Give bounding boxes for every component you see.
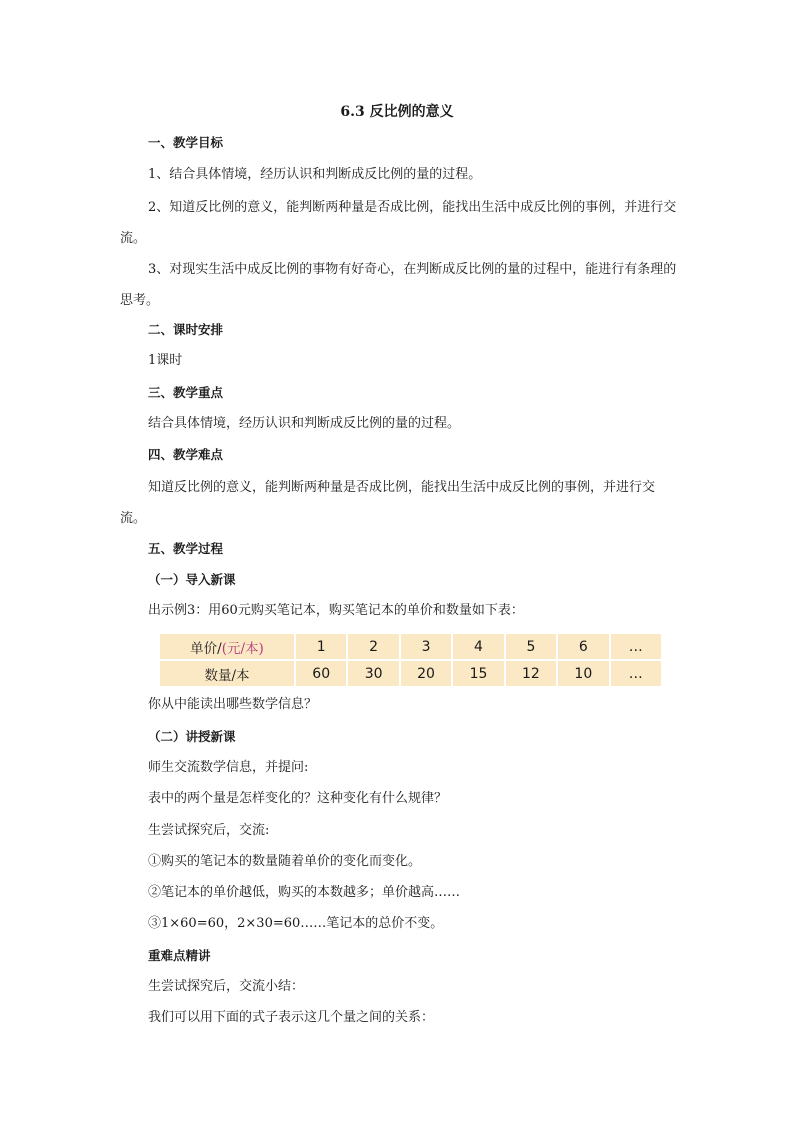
paragraph: 师生交流数学信息，并提问: <box>148 760 309 775</box>
table-cell: 10 <box>557 660 609 687</box>
section-heading-schedule: 二、课时安排 <box>148 322 224 337</box>
paragraph: ②笔记本的单价越低，购买的本数越多；单价越高…… <box>148 885 461 900</box>
table-cell: 6 <box>557 633 609 660</box>
subheading-key-explanation: 重难点精讲 <box>148 948 211 963</box>
table-cell: 2 <box>347 633 399 660</box>
paragraph: 我们可以用下面的式子表示这几个量之间的关系： <box>148 1010 435 1025</box>
table-row <box>159 633 662 660</box>
table-header-cell <box>159 633 295 660</box>
table-cell: 1 <box>295 633 347 660</box>
section-heading-key-points: 三、教学重点 <box>148 385 224 400</box>
page-title: 6.3 反比例的意义 <box>340 104 454 120</box>
objective-2: 2、知道反比例的意义，能判断两种量是否成比例，能找出生活中成反比例的事例，并进行交流。 <box>120 200 677 246</box>
objective-3: 3、对现实生活中成反比例的事物有好奇心，在判断成反比例的量的过程中，能进行有条理的思考。 <box>120 262 677 308</box>
table-cell: 30 <box>347 660 399 687</box>
question-text: 你从中能读出哪些数学信息？ <box>148 697 318 712</box>
table-cell: … <box>610 660 662 687</box>
price-unit: (元/本) <box>221 640 264 657</box>
paragraph: ③1×60=60，2×30=60……笔记本的总价不变。 <box>148 916 444 931</box>
section-heading-difficulties: 四、教学难点 <box>148 447 224 462</box>
table-cell: 3 <box>400 633 452 660</box>
subheading-new-lesson: （二）讲授新课 <box>148 729 236 744</box>
table-header-cell: 数量/本 <box>159 660 295 687</box>
table-cell: 20 <box>400 660 452 687</box>
price-label: 单价/ <box>190 640 222 657</box>
table-cell: 60 <box>295 660 347 687</box>
table-row <box>159 660 662 687</box>
subheading-intro: （一）导入新课 <box>148 572 236 587</box>
paragraph: 生尝试探究后，交流: <box>148 823 270 838</box>
table-cell: 5 <box>505 633 557 660</box>
section-heading-process: 五、教学过程 <box>148 541 224 556</box>
key-points-text: 结合具体情境，经历认识和判断成反比例的量的过程。 <box>148 416 461 431</box>
table-cell: 15 <box>452 660 504 687</box>
table-cell: 4 <box>452 633 504 660</box>
paragraph: 表中的两个量是怎样变化的？这种变化有什么规律？ <box>148 791 448 806</box>
difficulties-text: 知道反比例的意义，能判断两种量是否成比例，能找出生活中成反比例的事例，并进行交流。 <box>120 480 656 526</box>
table-cell: … <box>610 633 662 660</box>
example-text: 出示例3：用60元购买笔记本，购买笔记本的单价和数量如下表： <box>148 603 524 618</box>
paragraph: ①购买的笔记本的数量随着单价的变化而变化。 <box>148 854 422 869</box>
paragraph: 生尝试探究后，交流小结： <box>148 979 305 994</box>
section-heading-objectives: 一、教学目标 <box>148 135 224 150</box>
objective-1: 1、结合具体情境，经历认识和判断成反比例的量的过程。 <box>148 167 482 182</box>
table-cell: 12 <box>505 660 557 687</box>
schedule-text: 1课时 <box>148 353 183 368</box>
price-quantity-table <box>158 632 663 688</box>
